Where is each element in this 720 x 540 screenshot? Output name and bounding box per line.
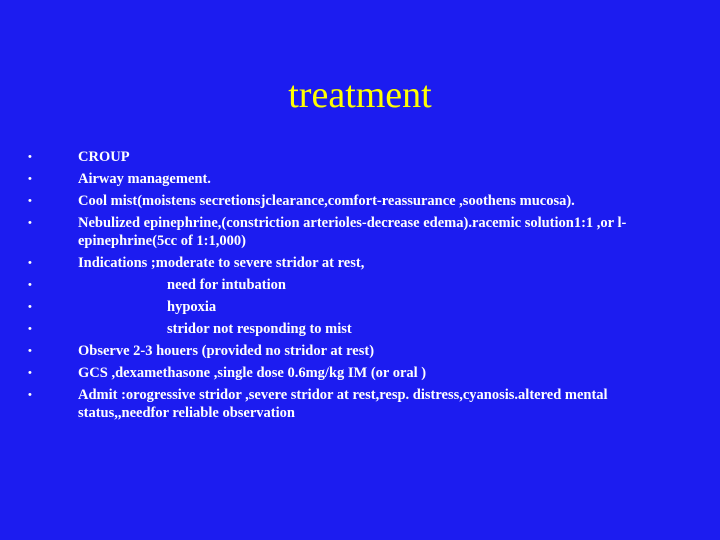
list-item-text: Nebulized epinephrine,(constriction arterioles-decrease edema).racemic solution1:1 ,or l-epinephrine(5cc of 1:1,000) <box>78 215 627 249</box>
bullet-icon: • <box>28 173 32 185</box>
bullet-icon: • <box>28 151 32 163</box>
bullet-list <box>28 148 688 426</box>
list-item <box>28 192 688 210</box>
list-item-text: need for intubation <box>167 277 286 293</box>
list-item <box>28 298 688 316</box>
list-item <box>28 276 688 294</box>
list-item <box>28 342 688 360</box>
list-item <box>28 320 688 338</box>
list-item-text: GCS ,dexamethasone ,single dose 0.6mg/kg IM (or oral ) <box>78 365 427 381</box>
list-item-text: Observe 2-3 houers (provided no stridor at rest) <box>78 343 375 359</box>
list-item-text: CROUP <box>78 149 130 165</box>
bullet-icon: • <box>28 367 32 379</box>
list-item-text: Cool mist(moistens secretionsjclearance,comfort-reassurance ,soothens mucosa). <box>78 193 575 209</box>
list-item <box>28 364 688 382</box>
bullet-icon: • <box>28 279 32 291</box>
bullet-icon: • <box>28 301 32 313</box>
bullet-icon: • <box>28 323 32 335</box>
list-item-text: Indications ;moderate to severe stridor at rest, <box>78 255 365 271</box>
bullet-icon: • <box>28 257 32 269</box>
list-item <box>28 148 688 166</box>
bullet-icon: • <box>28 217 32 229</box>
list-item-text: stridor not responding to mist <box>167 321 352 337</box>
bullet-icon: • <box>28 389 32 401</box>
list-item-text: Admit :orogressive stridor ,severe stridor at rest,resp. distress,cyanosis.altered mental status,,needfor reliable observation <box>78 387 608 421</box>
list-item-text: hypoxia <box>167 299 217 315</box>
bullet-icon: • <box>28 195 32 207</box>
list-item <box>28 214 688 250</box>
bullet-icon: • <box>28 345 32 357</box>
list-item <box>28 386 688 422</box>
list-item <box>28 170 688 188</box>
slide-title: treatment <box>288 74 432 116</box>
list-item-text: Airway management. <box>78 171 211 187</box>
list-item <box>28 254 688 272</box>
